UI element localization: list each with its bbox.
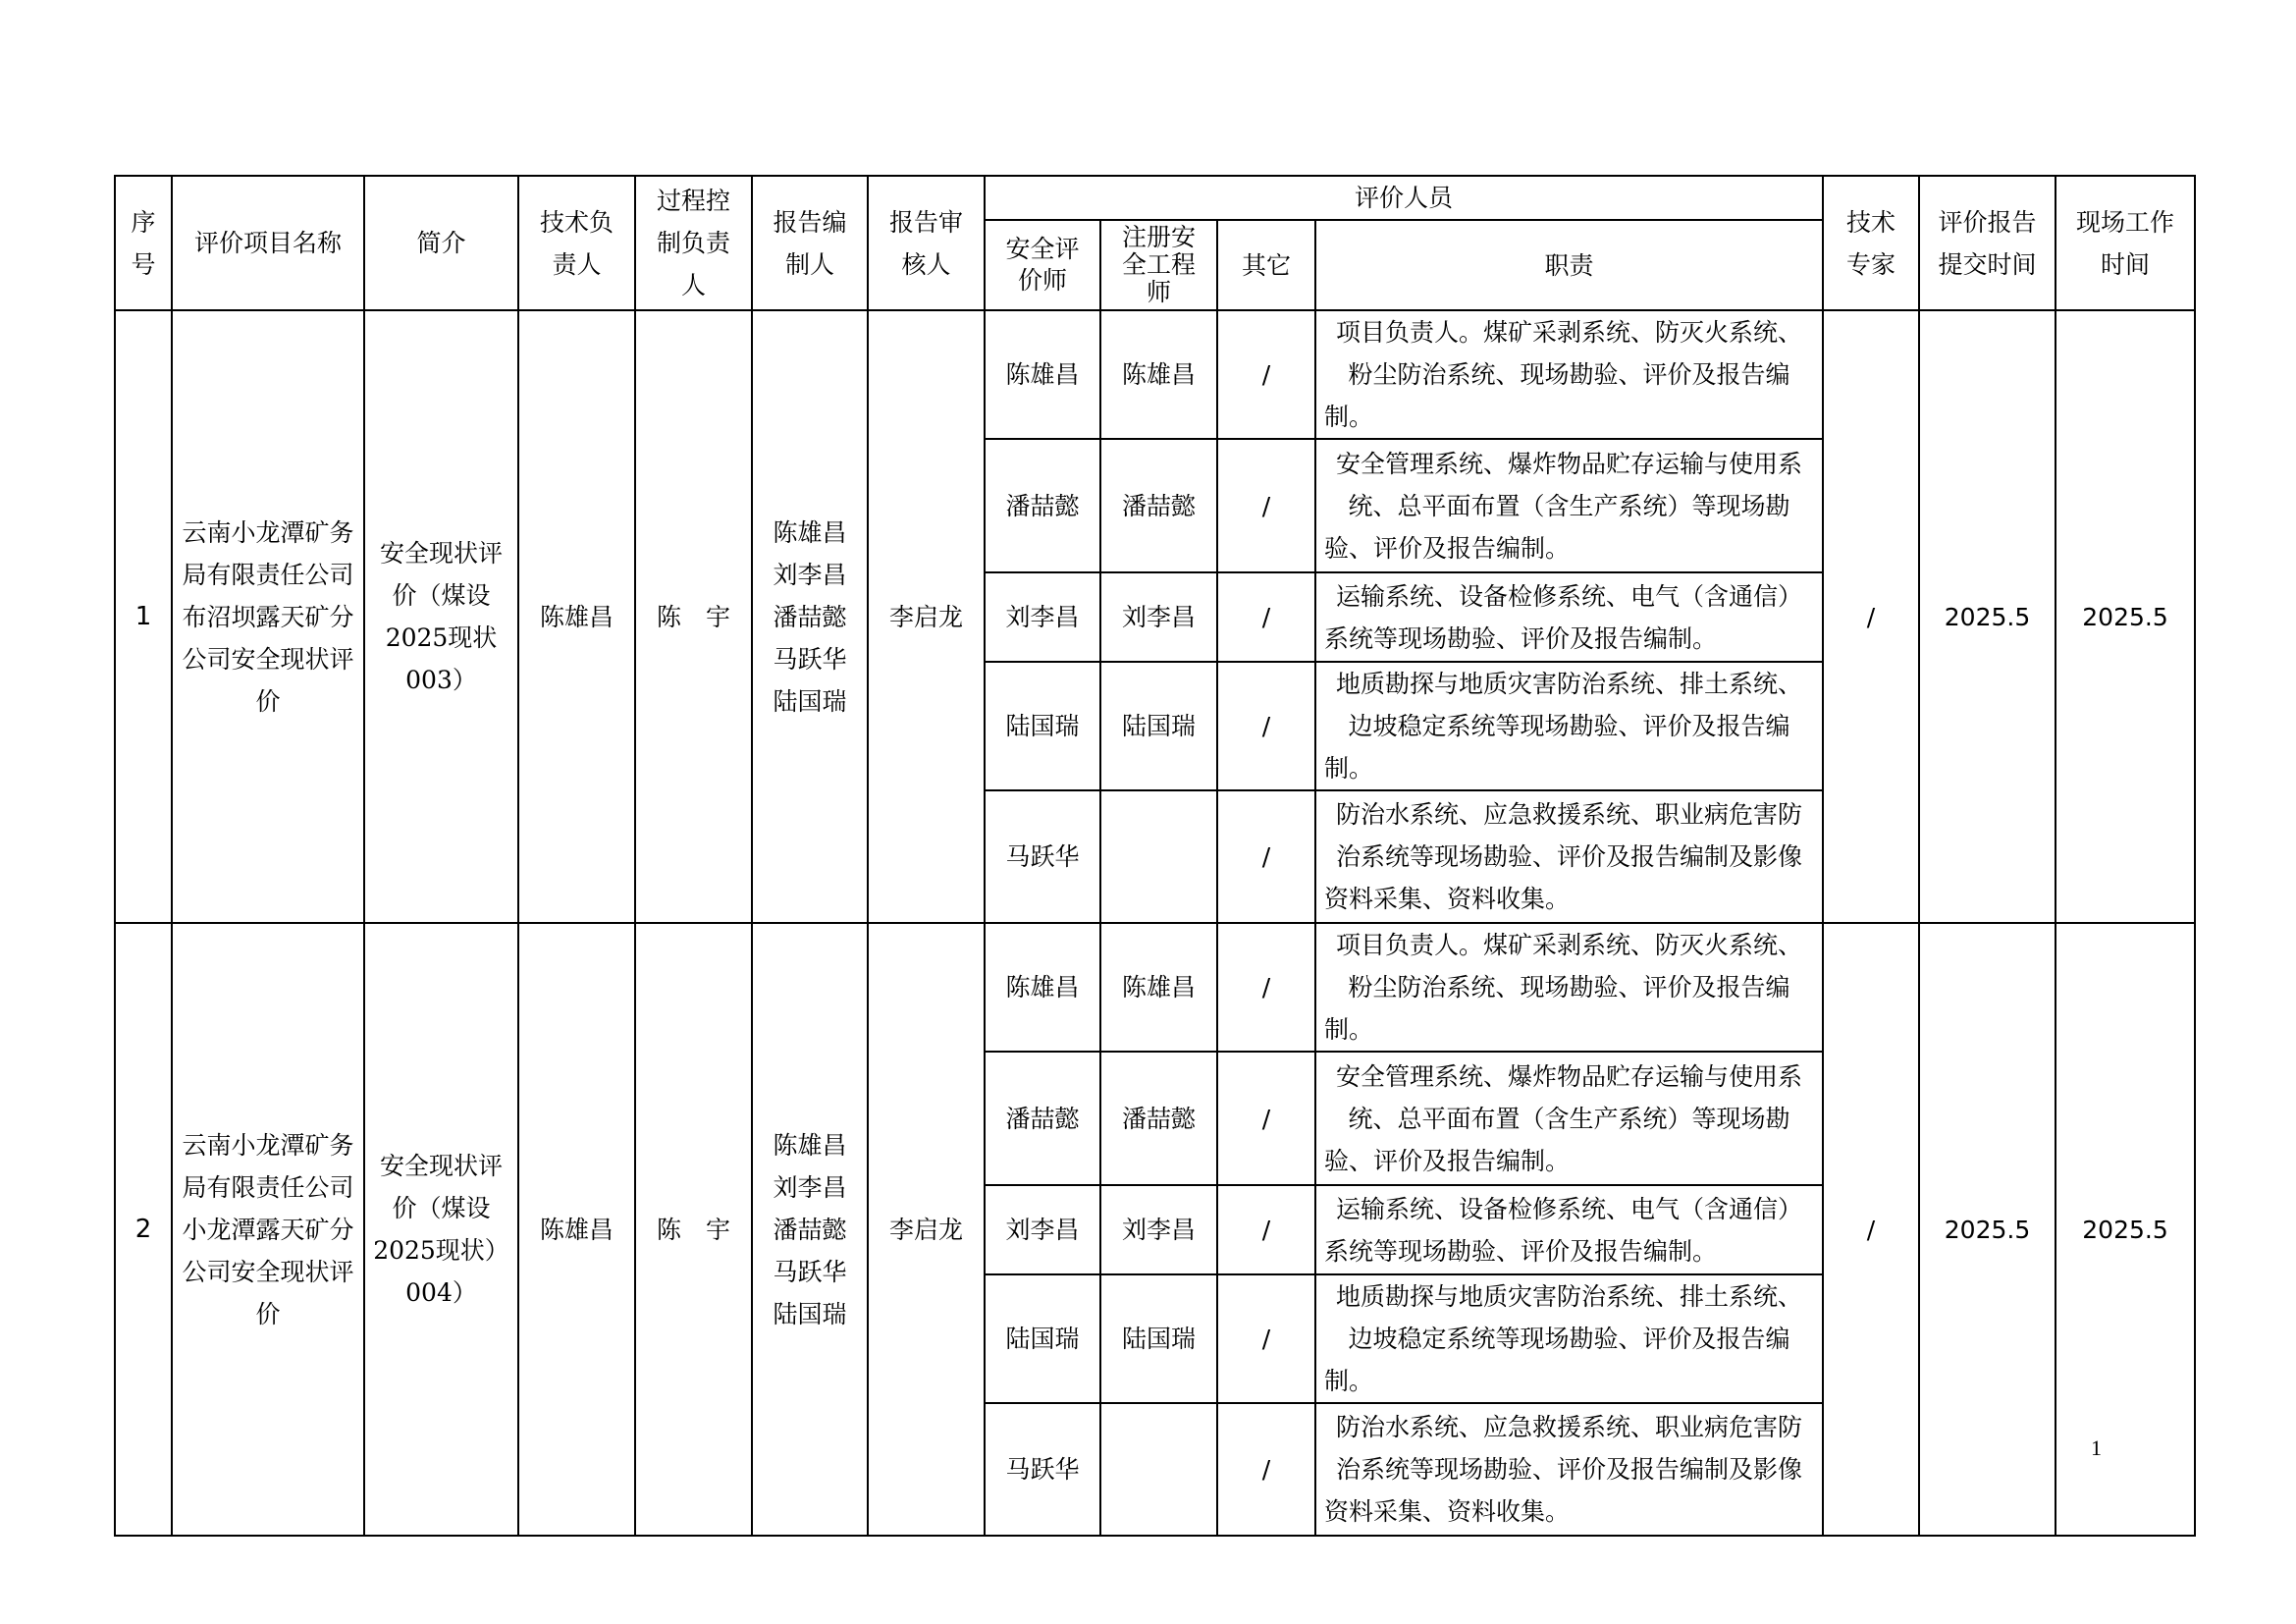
report-reviewer-cell: 李启龙 — [868, 923, 985, 1536]
tech-lead-cell: 陈雄昌 — [518, 310, 635, 923]
other-cell: / — [1217, 662, 1315, 790]
safety-evaluator-cell: 陈雄昌 — [985, 310, 1100, 439]
header-brief: 简介 — [364, 176, 518, 310]
other-cell: / — [1217, 1185, 1315, 1274]
evaluation-personnel-table — [114, 175, 2196, 1537]
page-number: 1 — [2091, 1435, 2102, 1460]
registered-engineer-cell: 陆国瑞 — [1100, 1274, 1217, 1403]
duty-cell: 运输系统、设备检修系统、电气（含通信）系统等现场勘验、评价及报告编制。 — [1315, 1185, 1823, 1274]
duty-cell: 防治水系统、应急救援系统、职业病危害防治系统等现场勘验、评价及报告编制及影像资料采集、资料收集。 — [1315, 790, 1823, 923]
duty-cell: 项目负责人。煤矿采剥系统、防灭火系统、粉尘防治系统、现场勘验、评价及报告编制。 — [1315, 310, 1823, 439]
other-cell: / — [1217, 439, 1315, 572]
duty-cell: 运输系统、设备检修系统、电气（含通信）系统等现场勘验、评价及报告编制。 — [1315, 572, 1823, 662]
header-evaluators: 评价人员 — [985, 176, 1823, 220]
registered-engineer-cell: 陈雄昌 — [1100, 923, 1217, 1052]
tech-expert-cell: / — [1823, 310, 1919, 923]
brief-cell: 安全现状评价（煤设2025现状）004） — [364, 923, 518, 1536]
registered-engineer-cell — [1100, 1403, 1217, 1536]
header-duty: 职责 — [1315, 220, 1823, 310]
registered-engineer-cell: 潘喆懿 — [1100, 439, 1217, 572]
header-report-editor: 报告编制人 — [752, 176, 868, 310]
safety-evaluator-cell: 刘李昌 — [985, 572, 1100, 662]
safety-evaluator-cell: 潘喆懿 — [985, 1052, 1100, 1185]
report-editors-cell: 陈雄昌 刘李昌 潘喆懿 马跃华 陆国瑞 — [752, 923, 868, 1536]
header-process-lead: 过程控制负责人 — [635, 176, 752, 310]
duty-cell: 防治水系统、应急救援系统、职业病危害防治系统等现场勘验、评价及报告编制及影像资料采集、资料收集。 — [1315, 1403, 1823, 1536]
report-reviewer-cell: 李启龙 — [868, 310, 985, 923]
seq-cell: 2 — [115, 923, 172, 1536]
process-lead-cell: 陈 宇 — [635, 923, 752, 1536]
table-row — [115, 310, 2195, 439]
project-name-cell: 云南小龙潭矿务局有限责任公司小龙潭露天矿分公司安全现状评价 — [172, 923, 364, 1536]
table-header — [115, 176, 2195, 310]
project-name-cell: 云南小龙潭矿务局有限责任公司布沼坝露天矿分公司安全现状评价 — [172, 310, 364, 923]
other-cell: / — [1217, 790, 1315, 923]
safety-evaluator-cell: 陆国瑞 — [985, 662, 1100, 790]
header-submit-time: 评价报告提交时间 — [1919, 176, 2056, 310]
registered-engineer-cell: 陆国瑞 — [1100, 662, 1217, 790]
registered-engineer-cell: 潘喆懿 — [1100, 1052, 1217, 1185]
tech-expert-cell: / — [1823, 923, 1919, 1536]
other-cell: / — [1217, 1052, 1315, 1185]
duty-cell: 地质勘探与地质灾害防治系统、排土系统、边坡稳定系统等现场勘验、评价及报告编制。 — [1315, 1274, 1823, 1403]
duty-cell: 安全管理系统、爆炸物品贮存运输与使用系统、总平面布置（含生产系统）等现场勘验、评价及报告编制。 — [1315, 439, 1823, 572]
header-registered-engineer: 注册安全工程师 — [1100, 220, 1217, 310]
other-cell: / — [1217, 572, 1315, 662]
table-row — [115, 923, 2195, 1052]
header-seq: 序号 — [115, 176, 172, 310]
seq-cell: 1 — [115, 310, 172, 923]
onsite-time-cell: 2025.5 — [2056, 923, 2195, 1536]
header-tech-lead: 技术负责人 — [518, 176, 635, 310]
safety-evaluator-cell: 潘喆懿 — [985, 439, 1100, 572]
tech-lead-cell: 陈雄昌 — [518, 923, 635, 1536]
header-report-reviewer: 报告审核人 — [868, 176, 985, 310]
onsite-time-cell: 2025.5 — [2056, 310, 2195, 923]
safety-evaluator-cell: 陈雄昌 — [985, 923, 1100, 1052]
other-cell: / — [1217, 923, 1315, 1052]
safety-evaluator-cell: 马跃华 — [985, 790, 1100, 923]
duty-cell: 安全管理系统、爆炸物品贮存运输与使用系统、总平面布置（含生产系统）等现场勘验、评价及报告编制。 — [1315, 1052, 1823, 1185]
header-project-name: 评价项目名称 — [172, 176, 364, 310]
safety-evaluator-cell: 刘李昌 — [985, 1185, 1100, 1274]
report-editors-cell: 陈雄昌 刘李昌 潘喆懿 马跃华 陆国瑞 — [752, 310, 868, 923]
registered-engineer-cell — [1100, 790, 1217, 923]
other-cell: / — [1217, 1403, 1315, 1536]
registered-engineer-cell: 刘李昌 — [1100, 1185, 1217, 1274]
other-cell: / — [1217, 310, 1315, 439]
table-body — [115, 310, 2195, 1536]
safety-evaluator-cell: 马跃华 — [985, 1403, 1100, 1536]
brief-cell: 安全现状评价（煤设2025现状003） — [364, 310, 518, 923]
registered-engineer-cell: 陈雄昌 — [1100, 310, 1217, 439]
other-cell: / — [1217, 1274, 1315, 1403]
header-onsite-time: 现场工作时间 — [2056, 176, 2195, 310]
header-other: 其它 — [1217, 220, 1315, 310]
submit-time-cell: 2025.5 — [1919, 310, 2056, 923]
safety-evaluator-cell: 陆国瑞 — [985, 1274, 1100, 1403]
header-tech-expert: 技术专家 — [1823, 176, 1919, 310]
duty-cell: 地质勘探与地质灾害防治系统、排土系统、边坡稳定系统等现场勘验、评价及报告编制。 — [1315, 662, 1823, 790]
submit-time-cell: 2025.5 — [1919, 923, 2056, 1536]
duty-cell: 项目负责人。煤矿采剥系统、防灭火系统、粉尘防治系统、现场勘验、评价及报告编制。 — [1315, 923, 1823, 1052]
process-lead-cell: 陈 宇 — [635, 310, 752, 923]
header-safety-evaluator: 安全评价师 — [985, 220, 1100, 310]
registered-engineer-cell: 刘李昌 — [1100, 572, 1217, 662]
